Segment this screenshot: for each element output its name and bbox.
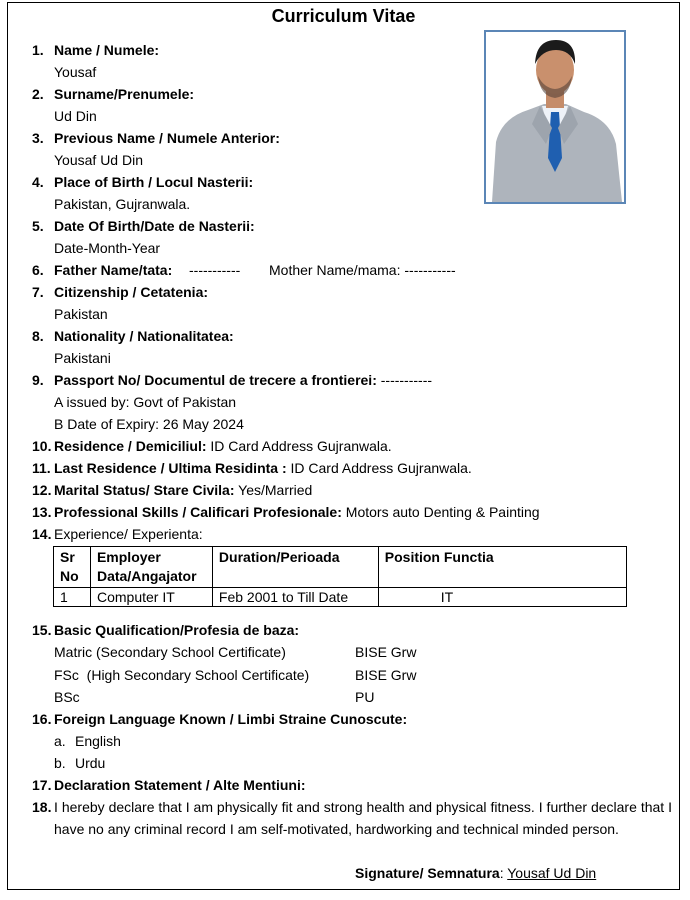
- item-number: 9.: [32, 372, 44, 388]
- qualification-name: Matric (Secondary School Certificate): [54, 644, 286, 660]
- surname-value: Ud Din: [54, 108, 97, 124]
- table-cell: Feb 2001 to Till Date: [212, 588, 378, 607]
- table-header: Employer Data/Angajator: [90, 547, 212, 588]
- page-title: Curriculum Vitae: [271, 6, 416, 26]
- passport-line: [54, 371, 432, 389]
- last-residence-label: Last Residence / Ultima Residinta :: [54, 460, 287, 476]
- last-residence-line: [54, 459, 472, 477]
- name-value: Yousaf: [54, 64, 97, 80]
- item-number: 17.: [32, 777, 52, 793]
- table-cell: 1: [54, 588, 91, 607]
- language-item: Urdu: [75, 755, 106, 771]
- father-name-label: Father Name/tata:: [54, 262, 173, 278]
- table-cell: IT: [378, 588, 626, 607]
- item-number: 11.: [32, 460, 51, 476]
- nationality-label: Nationality / Nationalitatea:: [54, 328, 234, 344]
- item-number: 4.: [32, 174, 44, 190]
- residence-line: [54, 437, 392, 455]
- item-number: 8.: [32, 328, 44, 344]
- table-header: Position Functia: [378, 547, 626, 588]
- residence-value: ID Card Address Gujranwala.: [210, 438, 392, 454]
- item-number: 15.: [32, 622, 52, 638]
- qualification-label: Basic Qualification/Profesia de baza:: [54, 622, 300, 638]
- signature-separator: :: [499, 865, 504, 881]
- passport-issued-by: A issued by: Govt of Pakistan: [54, 394, 237, 410]
- table-header-row: [54, 547, 627, 588]
- experience-label: Experience/ Experienta:: [54, 526, 203, 542]
- surname-label: Surname/Prenumele:: [54, 86, 195, 102]
- experience-table: [53, 546, 627, 607]
- skills-line: [54, 503, 540, 521]
- skills-value: Motors auto Denting & Painting: [345, 504, 540, 520]
- father-name-value: -----------: [189, 262, 241, 278]
- language-item: English: [75, 733, 121, 749]
- passport-expiry: B Date of Expiry: 26 May 2024: [54, 416, 244, 432]
- item-number: 2.: [32, 86, 44, 102]
- marital-status-value: Yes/Married: [238, 482, 313, 498]
- item-number: 3.: [32, 130, 44, 146]
- table-row: [54, 588, 627, 607]
- signature-name: Yousaf Ud Din: [507, 865, 597, 881]
- item-number: 12.: [32, 482, 52, 498]
- nationality-value: Pakistani: [54, 350, 111, 366]
- item-number: 13.: [32, 504, 52, 520]
- qualification-board: BISE Grw: [355, 644, 417, 660]
- item-number: 16.: [32, 711, 52, 727]
- item-number: 1.: [32, 42, 44, 58]
- citizenship-value: Pakistan: [54, 306, 108, 322]
- languages-label: Foreign Language Known / Limbi Straine Cunoscute:: [54, 711, 408, 727]
- residence-label: Residence / Demiciliul:: [54, 438, 207, 454]
- list-marker: b.: [54, 755, 66, 771]
- birth-place-value: Pakistan, Gujranwala.: [54, 196, 191, 212]
- birth-place-label: Place of Birth / Locul Nasterii:: [54, 174, 254, 190]
- name-label: Name / Numele:: [54, 42, 160, 58]
- qualification-name: BSc: [54, 689, 80, 705]
- table-header: Duration/Perioada: [212, 547, 378, 588]
- last-residence-value: ID Card Address Gujranwala.: [290, 460, 472, 476]
- passport-value: -----------: [380, 372, 433, 388]
- table-cell: Computer IT: [90, 588, 212, 607]
- table-header: Sr No: [54, 547, 91, 588]
- item-number: 5.: [32, 218, 44, 234]
- item-number: 10.: [32, 438, 52, 454]
- item-number: 14.: [32, 526, 52, 542]
- item-number: 7.: [32, 284, 44, 300]
- item-number: 6.: [32, 262, 44, 278]
- declaration-text: I hereby declare that I am physically fit and strong health and physical fitness. I further declare that I have no any criminal record I am self-motivated, hardworking and technical minded person.: [54, 799, 672, 837]
- portrait-image: [486, 32, 624, 202]
- previous-name-value: Yousaf Ud Din: [54, 152, 143, 168]
- marital-status-label: Marital Status/ Stare Civila:: [54, 482, 235, 498]
- profile-photo: [484, 30, 626, 204]
- qualification-name: FSc (High Secondary School Certificate): [54, 667, 310, 683]
- passport-label: Passport No/ Documentul de trecere a frontierei:: [54, 372, 377, 388]
- birth-date-value: Date-Month-Year: [54, 240, 161, 256]
- cv-page: [7, 2, 680, 890]
- birth-date-label: Date Of Birth/Date de Nasterii:: [54, 218, 255, 234]
- citizenship-label: Citizenship / Cetatenia:: [54, 284, 209, 300]
- list-marker: a.: [54, 733, 66, 749]
- signature-label: Signature/ Semnatura: [355, 865, 500, 881]
- qualification-board: BISE Grw: [355, 667, 417, 683]
- signature-line: [355, 864, 596, 882]
- qualification-board: PU: [355, 689, 375, 705]
- previous-name-label: Previous Name / Numele Anterior:: [54, 130, 280, 146]
- mother-name: Mother Name/mama: -----------: [269, 262, 456, 278]
- marital-status-line: [54, 481, 312, 499]
- declaration-label: Declaration Statement / Alte Mentiuni:: [54, 777, 306, 793]
- item-number: 18.: [32, 799, 52, 815]
- skills-label: Professional Skills / Calificari Profesionale:: [54, 504, 342, 520]
